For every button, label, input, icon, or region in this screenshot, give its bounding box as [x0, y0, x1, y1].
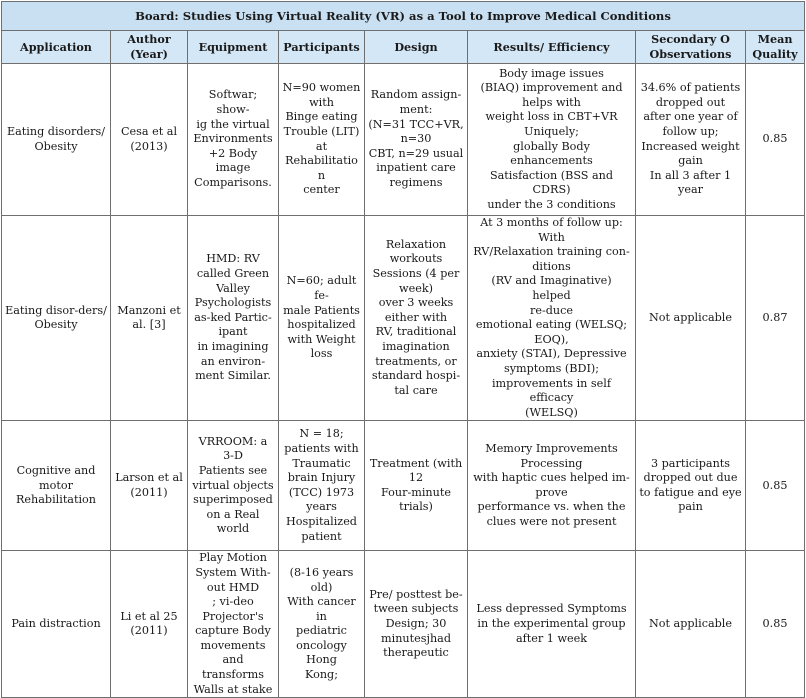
cell-line: to fatigue and eye: [639, 485, 742, 499]
cell-line: brain Injury: [287, 471, 356, 485]
cell-line: Cesa et al: [120, 124, 178, 138]
cell-line: years: [306, 500, 337, 514]
cell-line: (N=31 TCC+VR,: [368, 117, 464, 131]
cell-line: Not applicable: [648, 310, 733, 324]
cell-line: Cognitive and: [16, 463, 96, 477]
cell-line: Play Motion: [199, 551, 267, 565]
cell-equipment: [188, 551, 279, 698]
cell-line: Rehabilitation: [285, 154, 358, 182]
cell-line: Patients see: [198, 463, 268, 477]
cell-participants: [279, 64, 365, 216]
cell-line: HMD: RV: [206, 252, 260, 266]
cell-results: [468, 216, 636, 421]
cell-line: ipant: [218, 325, 248, 339]
cell-line: ditions: [532, 259, 571, 273]
cell-author: [111, 421, 188, 551]
header-cell: [188, 31, 279, 64]
cell-application: [2, 421, 111, 551]
header-cell: [365, 31, 468, 64]
cell-line: re-duce: [529, 303, 573, 317]
cell-line: Environments: [193, 132, 273, 146]
cell-line: n=30: [400, 132, 432, 146]
cell-application: [2, 216, 111, 421]
cell-line: capture Body: [195, 624, 271, 638]
header-cell: [2, 31, 111, 64]
table-row: [2, 551, 805, 698]
table-body: [2, 64, 805, 698]
cell-line: 0.85: [762, 132, 788, 146]
cell-line: Traumatic: [292, 456, 351, 470]
cell-line: pain: [678, 500, 703, 514]
cell-quality: [746, 216, 805, 421]
cell-line: workouts: [389, 252, 443, 266]
cell-line: weight loss in CBT+VR: [485, 110, 618, 124]
cell-line: N=90 women: [282, 81, 361, 95]
cell-line: Author: [127, 32, 171, 47]
cell-line: Observations: [649, 47, 732, 61]
cell-line: dropped out due: [643, 471, 738, 485]
cell-line: Kong;: [305, 668, 338, 682]
cell-line: pediatric: [296, 624, 347, 638]
cell-line: VRROOM: a: [198, 434, 268, 448]
cell-design: [365, 421, 468, 551]
cell-line: inpatient care: [376, 161, 456, 175]
cell-design: [365, 64, 468, 216]
cell-line: on a Real: [206, 507, 260, 521]
cell-author: [111, 216, 188, 421]
cell-line: after 1 week: [515, 631, 588, 645]
header-row: [2, 31, 805, 64]
cell-line: either with: [384, 310, 448, 324]
cell-participants: [279, 551, 365, 698]
cell-line: Li et al 25: [120, 609, 178, 623]
cell-line: Not applicable: [648, 616, 733, 630]
cell-line: Satisfaction (BSS and CDRS): [489, 168, 614, 197]
cell-line: virtual objects: [192, 478, 274, 492]
cell-line: anxiety (STAI), Depressive: [476, 347, 627, 361]
cell-line: patient: [301, 529, 342, 543]
cell-line: With cancer in: [287, 595, 356, 623]
cell-line: CBT, n=29 usual: [368, 146, 464, 160]
cell-line: Memory Improvements: [485, 442, 618, 456]
header-cell: [111, 31, 188, 64]
cell-line: Processing: [520, 456, 583, 470]
header-cell: [468, 31, 636, 64]
cell-line: al. [3]: [132, 318, 166, 332]
cell-line: 34.6% of patients: [640, 81, 741, 95]
cell-line: movements: [200, 638, 266, 652]
cell-line: world: [216, 522, 250, 536]
cell-line: an environ-: [200, 354, 266, 368]
cell-line: Relaxation: [385, 237, 447, 251]
cell-line: Binge eating: [285, 110, 358, 124]
cell-line: over 3 weeks: [378, 296, 454, 310]
cell-application: [2, 64, 111, 216]
cell-line: Sessions (4 per: [372, 267, 460, 281]
table-row: [2, 421, 805, 551]
cell-line: Psychologists: [194, 296, 272, 310]
cell-line: imagination: [382, 340, 450, 354]
cell-line: (2013): [130, 139, 168, 153]
cell-line: Valley: [216, 281, 250, 295]
cell-line: follow up;: [662, 124, 719, 138]
cell-quality: [746, 551, 805, 698]
cell-line: with haptic cues helped im-: [473, 471, 630, 485]
cell-line: Design: [394, 39, 438, 54]
cell-secondary: [636, 551, 746, 698]
cell-line: (8-16 years: [289, 565, 354, 579]
cell-line: old): [310, 580, 333, 594]
cell-line: male Patients: [283, 303, 360, 317]
cell-line: ment:: [399, 103, 433, 117]
cell-line: tal care: [394, 383, 438, 397]
cell-line: Random assign-: [370, 88, 462, 102]
cell-line: Pre/ posttest be-: [369, 587, 463, 601]
cell-line: 0.85: [762, 616, 788, 630]
cell-line: hospitalized: [287, 318, 356, 332]
cell-line: as-ked Partic-: [194, 310, 272, 324]
cell-line: Walls at stake: [193, 682, 273, 696]
cell-line: Obesity: [34, 139, 78, 153]
cell-line: helps with: [522, 95, 581, 109]
cell-line: in imagining: [197, 340, 269, 354]
cell-equipment: [188, 421, 279, 551]
cell-line: after one year of: [643, 110, 738, 124]
cell-secondary: [636, 64, 746, 216]
cell-line: Uniquely;: [524, 124, 579, 138]
cell-equipment: [188, 216, 279, 421]
cell-line: performance vs. when the: [477, 500, 626, 514]
cell-line: Quality: [752, 47, 798, 61]
cell-line: Mean: [757, 32, 793, 47]
cell-line: Application: [20, 39, 92, 54]
cell-line: (2011): [130, 485, 168, 499]
cell-line: trials): [399, 500, 433, 514]
cell-line: symptoms (BDI);: [503, 361, 600, 375]
cell-line: superimposed: [193, 493, 273, 507]
cell-line: System With-: [195, 565, 271, 579]
cell-line: (2011): [130, 624, 168, 638]
cell-line: emotional eating (WELSQ;: [475, 318, 628, 332]
cell-line: improvements in self efficacy: [491, 376, 612, 405]
cell-line: ig the virtual: [196, 117, 270, 131]
studies-table: [1, 1, 805, 698]
cell-line: loss: [310, 347, 333, 361]
cell-line: 12: [408, 471, 424, 485]
cell-results: [468, 421, 636, 551]
cell-results: [468, 64, 636, 216]
cell-line: Pain distraction: [11, 616, 101, 630]
cell-line: 0.85: [762, 478, 788, 492]
cell-line: Four-minute: [381, 485, 451, 499]
cell-quality: [746, 64, 805, 216]
cell-line: Rehabilitation: [16, 493, 96, 507]
cell-line: oncology Hong: [296, 638, 347, 667]
cell-secondary: [636, 421, 746, 551]
cell-line: 0.87: [762, 310, 788, 324]
cell-design: [365, 551, 468, 698]
cell-line: clues were not present: [486, 515, 617, 528]
cell-line: Body image issues: [499, 66, 604, 80]
cell-line: N=60; adult fe-: [286, 274, 357, 302]
cell-line: prove: [535, 485, 568, 499]
header-cell: [636, 31, 746, 64]
cell-participants: [279, 216, 365, 421]
cell-line: week): [399, 281, 433, 295]
cell-secondary: [636, 216, 746, 421]
cell-line: Trouble (LIT): [283, 124, 360, 138]
cell-author: [111, 64, 188, 216]
cell-line: RV, traditional: [375, 325, 457, 339]
cell-line: N = 18;: [299, 427, 344, 441]
cell-line: Hospitalized: [286, 515, 357, 528]
cell-design: [365, 216, 468, 421]
cell-quality: [746, 421, 805, 551]
cell-line: ; vi-deo: [212, 595, 254, 609]
cell-line: Larson et al: [115, 471, 183, 485]
cell-line: year: [678, 183, 703, 197]
cell-line: and transforms: [201, 653, 265, 682]
cell-line: treatments, or: [375, 354, 457, 368]
cell-line: regimens: [389, 175, 443, 189]
cell-line: EOQ),: [534, 332, 569, 346]
cell-application: [2, 551, 111, 698]
cell-line: globally Body enhancements: [510, 139, 593, 168]
cell-line: 3 participants: [650, 456, 731, 470]
cell-line: with Weight: [287, 332, 356, 346]
cell-line: minutesjhad: [381, 631, 451, 645]
cell-line: At 3 months of follow up: With: [480, 216, 623, 244]
header-cell: [279, 31, 365, 64]
cell-line: +2 Body image: [208, 146, 258, 175]
table-title: Board: Studies Using Virtual Reality (VR) as a Tool to Improve Medical Conditions: [2, 2, 805, 31]
table-row: [2, 216, 805, 421]
cell-line: Eating disor-ders/: [5, 303, 107, 317]
cell-line: motor: [39, 478, 73, 492]
cell-line: Participants: [283, 39, 360, 54]
cell-line: Results/ Efficiency: [493, 39, 610, 54]
cell-line: Softwar; show-: [208, 88, 258, 117]
cell-line: RV/Relaxation training con-: [473, 245, 630, 259]
table-row: [2, 64, 805, 216]
cell-line: dropped out: [655, 95, 726, 109]
cell-line: standard hospi-: [371, 369, 461, 383]
cell-line: 3-D: [223, 449, 243, 463]
cell-line: with: [309, 95, 334, 109]
cell-line: Manzoni et: [117, 303, 181, 317]
cell-equipment: [188, 64, 279, 216]
cell-line: Obesity: [34, 318, 78, 332]
cell-line: patients with: [284, 442, 359, 456]
cell-line: Equipment: [198, 39, 268, 54]
cell-line: Design; 30: [385, 616, 447, 630]
cell-line: Projector's: [202, 609, 264, 623]
cell-line: in the experimental group: [477, 616, 626, 630]
cell-line: (Year): [130, 47, 168, 61]
cell-line: Less depressed Symptoms: [476, 602, 627, 616]
cell-line: out HMD: [206, 580, 260, 594]
cell-line: center: [303, 183, 340, 197]
cell-line: In all 3 after 1: [649, 168, 732, 182]
cell-line: (BIAQ) improvement and: [480, 81, 623, 95]
cell-line: (TCC) 1973: [288, 485, 355, 499]
cell-line: (RV and Imaginative) helped: [491, 274, 612, 302]
cell-line: ment Similar.: [195, 369, 271, 383]
cell-line: Increased weight: [641, 139, 740, 153]
cell-line: called Green: [196, 267, 270, 281]
cell-line: Eating disorders/: [6, 124, 106, 138]
cell-line: (WELSQ): [525, 405, 578, 419]
cell-author: [111, 551, 188, 698]
cell-line: at: [315, 139, 328, 153]
header-cell: [746, 31, 805, 64]
cell-results: [468, 551, 636, 698]
cell-line: tween subjects: [373, 602, 459, 616]
cell-line: gain: [678, 154, 703, 168]
cell-line: Secondary O: [651, 32, 730, 47]
cell-participants: [279, 421, 365, 551]
cell-line: under the 3 conditions: [487, 197, 616, 211]
cell-line: Comparisons.: [194, 175, 272, 189]
cell-line: Treatment (with: [369, 456, 463, 470]
cell-line: therapeutic: [383, 646, 449, 660]
